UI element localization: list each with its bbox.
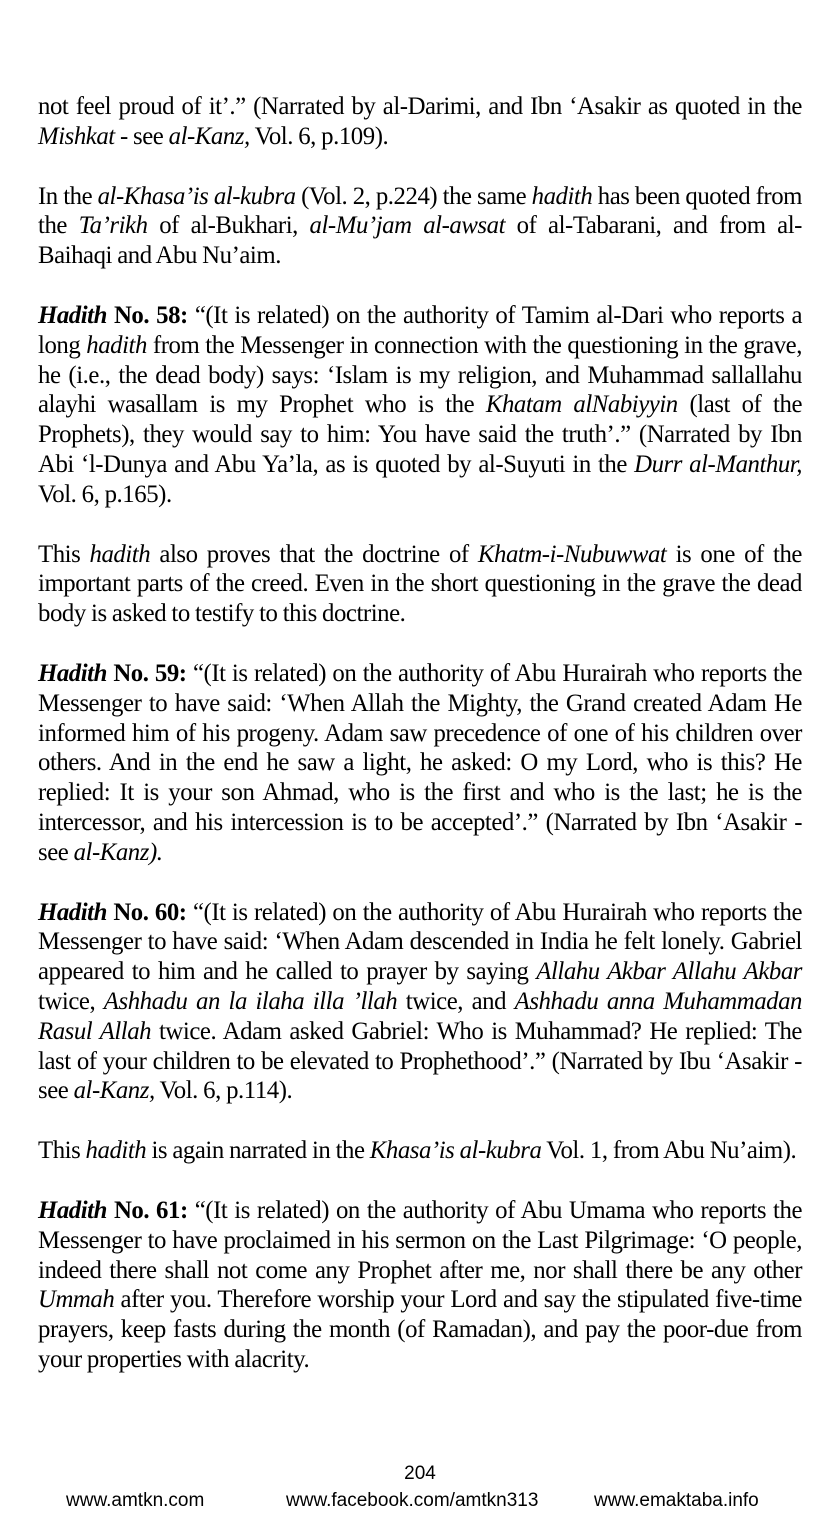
text-run: This <box>38 540 90 568</box>
text-run: “(It is related) on the authority of Tamim al-Dari who reports a long <box>38 301 803 359</box>
hadith-heading-number: No. 59: <box>113 659 187 687</box>
footer-link-facebook[interactable]: www.facebook.com/amtkn313 <box>286 1490 539 1511</box>
text-run: (last of the Prophets), they would say to him: You have said the truth’.” (Narrated by Ibn Abi ‘l-Dunya and Abu Ya’la, as is quoted by al-Suyuti in the <box>38 391 802 478</box>
hadith-heading <box>38 1197 188 1224</box>
text-run: Vol. 6, p.114). <box>154 1077 293 1105</box>
text-run: Vol. 1, from Abu Nu’aim). <box>541 1137 797 1165</box>
italic-term: al-Kanz, <box>73 1077 155 1105</box>
hadith-heading-word: Hadith <box>38 898 107 926</box>
hadith-heading <box>38 899 187 926</box>
text-run: Vol. 6, p.109). <box>249 122 389 150</box>
paragraph-p1 <box>38 92 802 152</box>
text-run: This <box>38 1137 86 1165</box>
text-run: (Vol. 2, p.224) the same <box>295 182 532 210</box>
italic-term: Ashhadu anna Muhammadan Rasul Allah <box>38 987 802 1045</box>
italic-term: hadith <box>89 540 151 568</box>
text-run: twice, and <box>397 987 515 1015</box>
hadith-heading-number: No. 61: <box>113 1196 188 1224</box>
italic-term: Ummah <box>38 1286 115 1314</box>
text-run: twice. Adam asked Gabriel: Who is Muhammad? He replied: The last of your children to be elevated to Prophethood’.” (Narrated by Ibu ‘Asakir - see <box>38 1017 802 1105</box>
text-run: is one of the important parts of the creed. Even in the short questioning in the grave the dead body is asked to testify to this doctrine. <box>38 540 802 628</box>
italic-term: al-Kanz). <box>73 838 163 866</box>
hadith-heading <box>38 660 187 687</box>
footer-link-emaktaba[interactable]: www.emaktaba.info <box>594 1490 759 1511</box>
paragraph-p7 <box>38 1136 802 1166</box>
italic-term: Durr al-Manthur, <box>634 450 803 478</box>
footer-links <box>0 1490 840 1520</box>
page-number: 204 <box>404 1463 436 1484</box>
hadith-heading-number: No. 60: <box>113 898 187 926</box>
italic-term: Ta’rikh <box>78 212 148 240</box>
text-run: of al-Bukhari, <box>147 212 310 240</box>
text-run: is again narrated in the <box>146 1137 370 1165</box>
paragraph-p6 <box>38 898 802 1107</box>
text-run: after you. Therefore worship your Lord and say the stipulated five-time prayers, keep fasts during the month (of Ramadan), and pay the poor-due from your properties with alacrity. <box>38 1286 802 1373</box>
text-run: “(It is related) on the authority of Abu Umama who reports the Messenger to have proclaimed in his sermon on the Last Pilgrimage: ‘O people, indeed there shall not come any Prophet after me, nor shall there be any other <box>38 1196 802 1284</box>
hadith-heading-number: No. 58: <box>113 301 188 329</box>
italic-term: Ashhadu an la ilaha illa ’llah <box>103 987 398 1015</box>
hadith-heading <box>38 302 188 329</box>
paragraph-p2 <box>38 182 802 271</box>
text-run: twice, <box>38 987 104 1015</box>
text-run: In the <box>38 182 98 210</box>
body-text <box>38 92 802 1375</box>
italic-term: Mishkat <box>38 122 115 150</box>
italic-term: al-Kanz, <box>168 122 250 150</box>
italic-term: hadith <box>531 182 593 210</box>
paragraph-p3 <box>38 301 802 510</box>
paragraph-p4 <box>38 540 802 629</box>
text-run: - see <box>114 122 169 150</box>
italic-term: Khatm-i-Nubuwwat <box>477 540 667 568</box>
text-run: “(It is related) on the authority of Abu Hurairah who reports the Messenger to have said: ‘When Allah the Mighty, the Grand created Adam He informed him of his progeny. Adam saw precedence of one of his children over others. And in the end he saw a light, he asked: O my Lord, who is this? He replied: It is your son Ahmad, who is the first and who is the last; he is the intercessor, and his intercession is to be accepted’.” (Narrated by Ibn ‘Asakir - see <box>38 659 803 866</box>
italic-term: Khasa’is al-kubra <box>369 1137 542 1165</box>
text-run: from the Messenger in connection with the questioning in the grave, he (i.e., the dead body) says: ‘Islam is my religion, and Muhammad sallallahu alayhi wasallam is my Prophet who is the <box>38 331 802 419</box>
hadith-heading-word: Hadith <box>38 301 107 329</box>
text-run: also proves that the doctrine of <box>150 540 478 568</box>
italic-term: al-Mu’jam al-awsat <box>309 212 506 240</box>
hadith-heading-word: Hadith <box>38 1196 107 1224</box>
italic-term: al-Khasa’is al-kubra <box>97 182 296 210</box>
italic-term: hadith <box>85 1137 147 1165</box>
italic-term: hadith <box>86 331 147 359</box>
text-run: Vol. 6, p.165). <box>38 480 172 508</box>
hadith-heading-word: Hadith <box>38 659 107 687</box>
text-run: has been quoted from the <box>38 182 803 240</box>
italic-term: Allahu Akbar Allahu Akbar <box>536 958 802 986</box>
italic-term: Khatam alNabiyyin <box>485 391 678 419</box>
paragraph-p5 <box>38 659 802 868</box>
text-run: “(It is related) on the authority of Abu Hurairah who reports the Messenger to have said: ‘When Adam descended in India he felt lonely. Gabriel appeared to him and he called to prayer by saying <box>38 898 803 986</box>
text-run: of al-Tabarani, and from al-Baihaqi and Abu Nu’aim. <box>38 212 802 270</box>
footer-link-amtkn[interactable]: www.amtkn.com <box>66 1490 205 1511</box>
paragraph-p8 <box>38 1196 802 1375</box>
text-run: not feel proud of it’.” (Narrated by al-Darimi, and Ibn ‘Asakir as quoted in the <box>38 93 802 120</box>
